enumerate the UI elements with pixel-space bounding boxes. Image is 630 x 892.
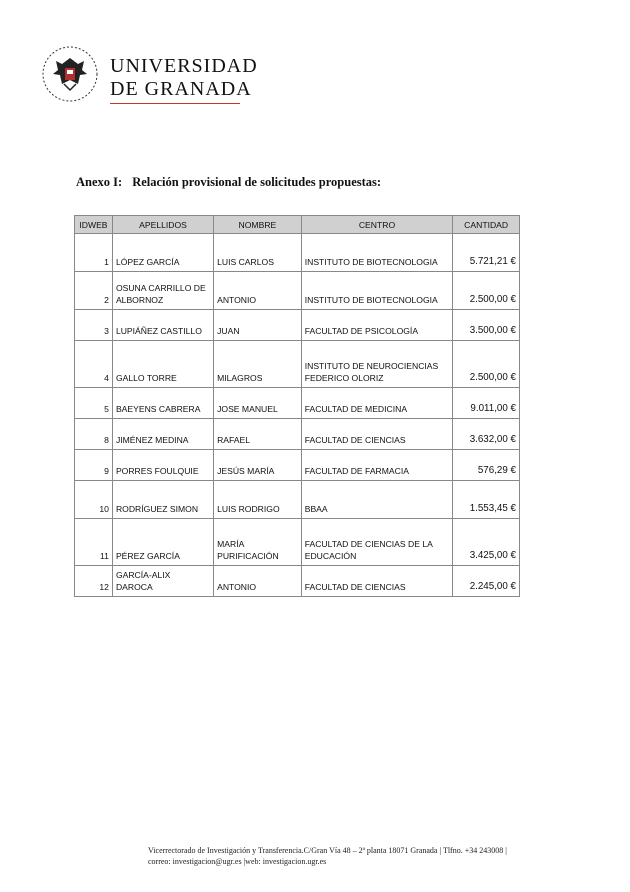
table-row <box>75 419 520 450</box>
cell-id: 9 <box>75 450 113 481</box>
table-header-row <box>75 216 520 234</box>
cell-id: 4 <box>75 341 113 388</box>
table-row <box>75 310 520 341</box>
cell-nombre <box>214 450 302 481</box>
cell-line: INSTITUTO DE NEUROCIENCIAS <box>304 361 439 371</box>
cell-id: 5 <box>75 388 113 419</box>
cell-line: INSTITUTO DE BIOTECNOLOGIA <box>304 257 438 267</box>
cell-apellidos <box>112 450 213 481</box>
cell-line: MARÍA <box>217 539 245 549</box>
cell-nombre <box>214 272 302 310</box>
column-header: NOMBRE <box>214 216 302 234</box>
footer <box>148 845 507 867</box>
cell-line: FACULTAD DE FARMACIA <box>304 466 409 476</box>
cell-line: LUIS CARLOS <box>217 257 274 267</box>
table-row <box>75 341 520 388</box>
university-name <box>110 55 258 101</box>
cell-line: INSTITUTO DE BIOTECNOLOGIA <box>304 295 438 305</box>
cell-line: JIMÉNEZ MEDINA <box>115 435 189 445</box>
table-row <box>75 450 520 481</box>
cell-cantidad: 576,29 € <box>453 450 520 481</box>
cell-centro <box>301 481 453 519</box>
cell-cantidad: 1.553,45 € <box>453 481 520 519</box>
cell-cantidad: 2.500,00 € <box>453 272 520 310</box>
table-body <box>75 234 520 597</box>
cell-line: LUIS RODRIGO <box>217 504 280 514</box>
table-row <box>75 481 520 519</box>
cell-id: 2 <box>75 272 113 310</box>
cell-line: GALLO TORRE <box>115 373 177 383</box>
header-accent-line <box>110 103 240 104</box>
table-row <box>75 272 520 310</box>
cell-id: 11 <box>75 519 113 566</box>
cell-line: ANTONIO <box>217 295 257 305</box>
cell-nombre <box>214 481 302 519</box>
cell-id: 10 <box>75 481 113 519</box>
cell-nombre <box>214 341 302 388</box>
cell-centro <box>301 519 453 566</box>
cell-centro <box>301 566 453 597</box>
cell-id: 12 <box>75 566 113 597</box>
cell-line: JESÚS MARÍA <box>217 466 275 476</box>
cell-line: OSUNA CARRILLO DE <box>115 283 206 293</box>
cell-centro <box>301 341 453 388</box>
cell-nombre <box>214 519 302 566</box>
cell-centro <box>301 388 453 419</box>
cell-line: FACULTAD DE CIENCIAS <box>304 582 406 592</box>
cell-id: 8 <box>75 419 113 450</box>
cell-line: ANTONIO <box>217 582 257 592</box>
cell-apellidos <box>112 272 213 310</box>
column-header: CENTRO <box>301 216 453 234</box>
table-row <box>75 519 520 566</box>
university-name-line2: DE GRANADA <box>110 78 252 100</box>
cell-id: 3 <box>75 310 113 341</box>
cell-line: GARCÍA-ALIX <box>115 570 171 580</box>
cell-line: FACULTAD DE CIENCIAS <box>304 435 406 445</box>
cell-nombre <box>214 310 302 341</box>
cell-apellidos <box>112 481 213 519</box>
cell-line: RAFAEL <box>217 435 251 445</box>
table-row <box>75 566 520 597</box>
cell-line: BAEYENS CABRERA <box>115 404 201 414</box>
cell-cantidad: 2.245,00 € <box>453 566 520 597</box>
university-seal-logo <box>40 44 100 104</box>
cell-line: FACULTAD DE PSICOLOGÍA <box>304 326 419 336</box>
university-name-line1: UNIVERSIDAD <box>110 55 258 77</box>
cell-line: LÓPEZ GARCÍA <box>115 257 180 267</box>
cell-apellidos <box>112 566 213 597</box>
cell-line: JUAN <box>217 326 240 336</box>
cell-centro <box>301 234 453 272</box>
column-header: APELLIDOS <box>112 216 213 234</box>
cell-apellidos <box>112 388 213 419</box>
cell-apellidos <box>112 519 213 566</box>
footer-address: Vicerrectorado de Investigación y Transferencia.C/Gran Vía 48 – 2ª planta 18071 Granada | Tlfno. +34 243008 | <box>148 846 507 855</box>
column-header: IDWEB <box>75 216 113 234</box>
cell-id: 1 <box>75 234 113 272</box>
cell-apellidos <box>112 310 213 341</box>
annex-label: Anexo I: <box>76 175 123 189</box>
cell-line: DAROCA <box>115 582 153 592</box>
annex-heading: Relación provisional de solicitudes propuestas: <box>132 175 382 189</box>
cell-line: MILAGROS <box>217 373 263 383</box>
cell-apellidos <box>112 234 213 272</box>
annex-title <box>76 175 381 190</box>
cell-nombre <box>214 419 302 450</box>
cell-line: FACULTAD DE CIENCIAS DE LA <box>304 539 433 549</box>
cell-line: FACULTAD DE MEDICINA <box>304 404 408 414</box>
cell-cantidad: 5.721,21 € <box>453 234 520 272</box>
cell-line: RODRÍGUEZ SIMON <box>115 504 199 514</box>
applications-table <box>74 215 520 597</box>
cell-centro <box>301 419 453 450</box>
table-row <box>75 234 520 272</box>
cell-line: EDUCACIÓN <box>304 551 357 561</box>
cell-centro <box>301 272 453 310</box>
cell-line: PORRES FOULQUIE <box>115 466 199 476</box>
cell-line: JOSE MANUEL <box>217 404 278 414</box>
cell-line: LUPIÁÑEZ CASTILLO <box>115 326 202 336</box>
cell-line: PÉREZ GARCÍA <box>115 551 180 561</box>
column-header: CANTIDAD <box>453 216 520 234</box>
cell-centro <box>301 450 453 481</box>
cell-cantidad: 9.011,00 € <box>453 388 520 419</box>
cell-centro <box>301 310 453 341</box>
cell-line: FEDERICO OLORIZ <box>304 373 384 383</box>
cell-cantidad: 3.500,00 € <box>453 310 520 341</box>
cell-nombre <box>214 388 302 419</box>
cell-line: ALBORNOZ <box>115 295 164 305</box>
cell-cantidad: 2.500,00 € <box>453 341 520 388</box>
table-row <box>75 388 520 419</box>
cell-line: BBAA <box>304 504 328 514</box>
cell-line: PURIFICACIÓN <box>217 551 279 561</box>
footer-contact: correo: investigacion@ugr.es |web: investigacion.ugr.es <box>148 857 327 866</box>
cell-apellidos <box>112 341 213 388</box>
cell-cantidad: 3.425,00 € <box>453 519 520 566</box>
cell-cantidad: 3.632,00 € <box>453 419 520 450</box>
cell-apellidos <box>112 419 213 450</box>
cell-nombre <box>214 566 302 597</box>
cell-nombre <box>214 234 302 272</box>
